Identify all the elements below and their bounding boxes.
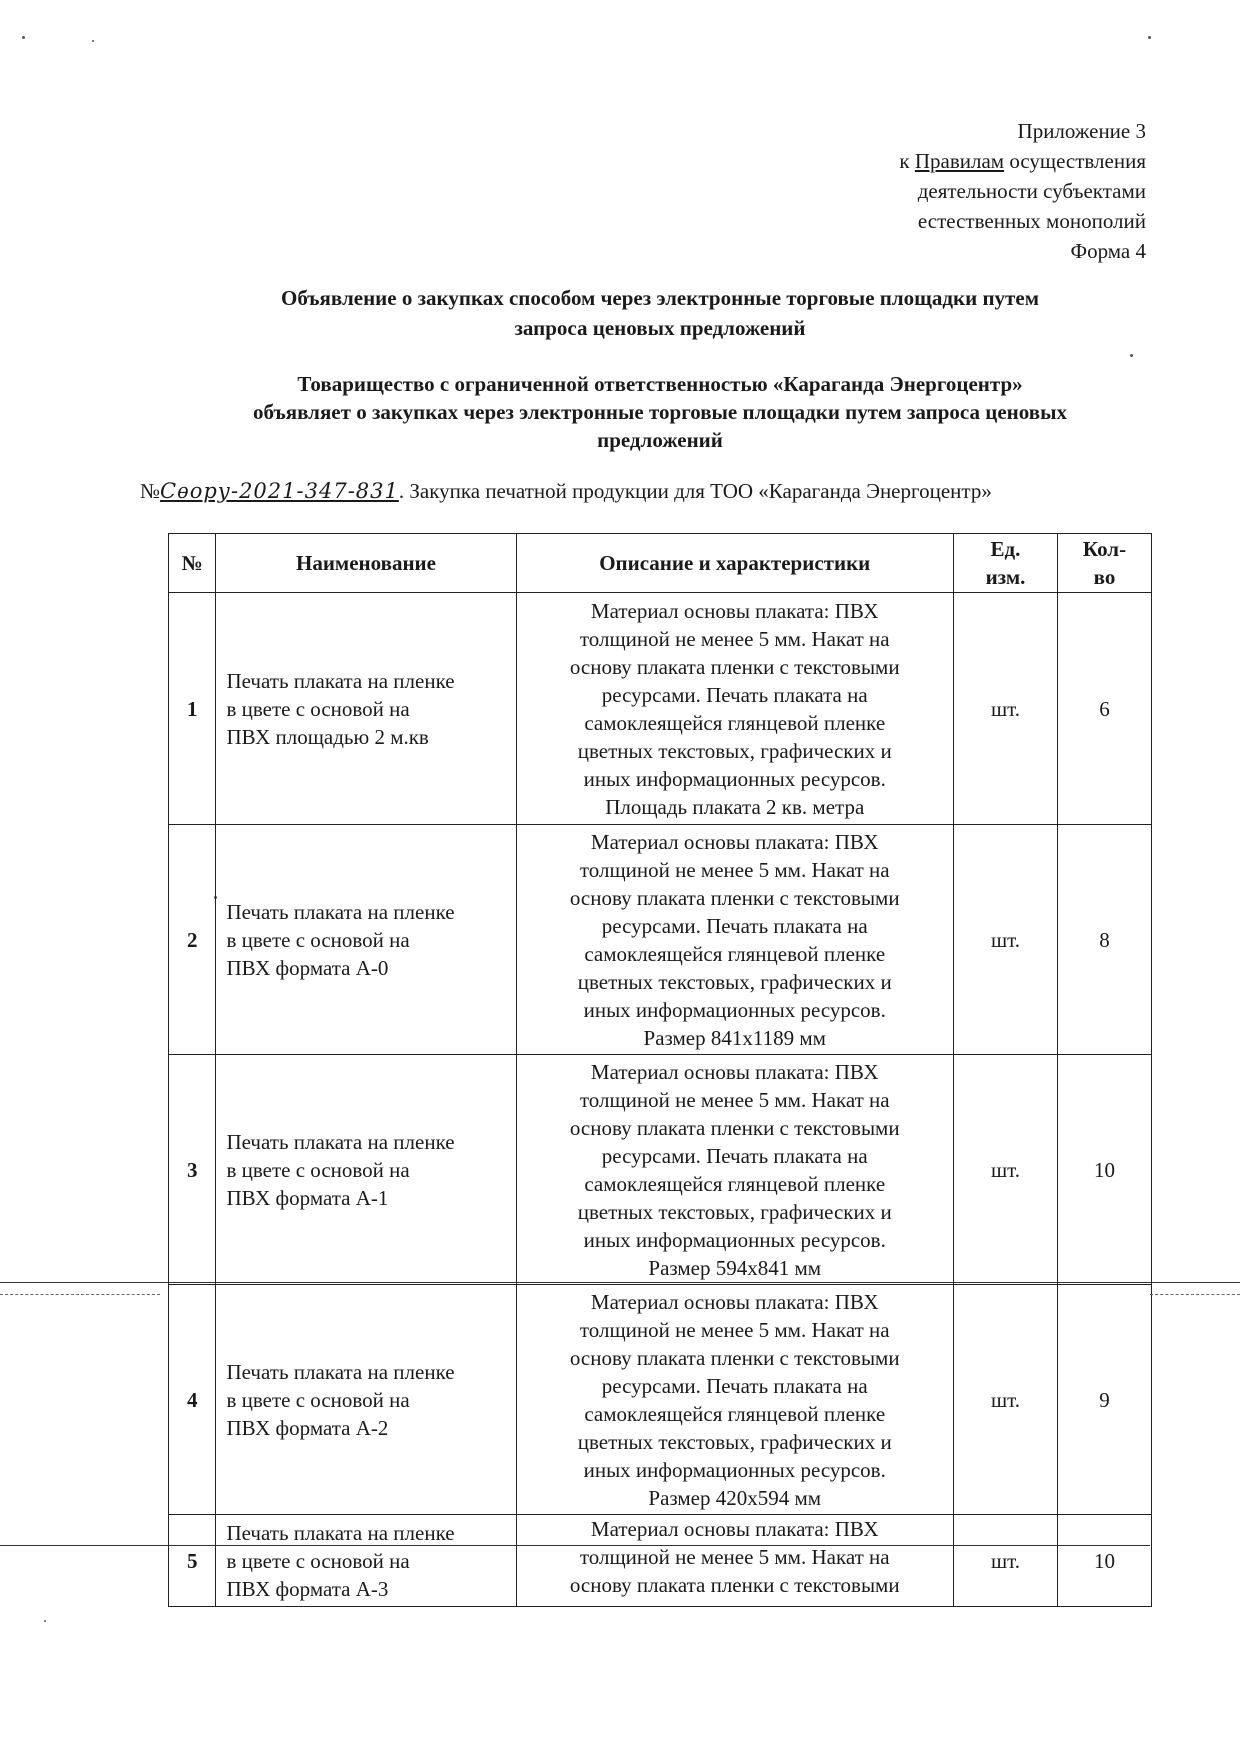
number-sign: №	[140, 479, 161, 503]
title-line: Объявление о закупках способом через электронные торговые площадки путем	[281, 286, 1039, 310]
item-description-line: Площадь плаката 2 кв. метра	[605, 794, 865, 819]
item-description-line: Размер 841х1189 мм	[643, 1025, 826, 1050]
item-description-line: ресурсами. Печать плаката на	[601, 1373, 868, 1398]
table-row	[169, 1055, 1152, 1285]
col-header-desc: Описание и характеристики	[516, 534, 953, 593]
item-description-line: самоклеящейся глянцевой пленке	[584, 941, 886, 966]
title-line: запроса ценовых предложений	[514, 316, 806, 340]
organizer-line: предложений	[597, 428, 723, 452]
quantity: 10	[1058, 1055, 1152, 1285]
item-description-line: Материал основы плаката: ПВХ	[590, 1289, 879, 1314]
item-description-line: самоклеящейся глянцевой пленке	[584, 710, 886, 735]
items-table	[168, 533, 1152, 1607]
unit-of-measure: шт.	[953, 1055, 1057, 1285]
scan-speck	[1130, 354, 1133, 357]
row-number: 1	[169, 593, 216, 825]
appendix-line	[899, 146, 1146, 176]
item-name	[216, 593, 516, 825]
item-description-line: основу плаката пленки с текстовыми	[569, 1345, 900, 1370]
item-description-line: толщиной не менее 5 мм. Накат на	[579, 626, 890, 651]
unit-header-line: изм.	[985, 565, 1026, 589]
item-description-line: толщиной не менее 5 мм. Накат на	[579, 1545, 890, 1569]
scan-speck	[22, 36, 25, 39]
item-name-line: в цвете с основой на	[226, 1548, 410, 1573]
unit-of-measure: шт.	[953, 825, 1057, 1055]
item-name-line: ПВХ формата А-2	[226, 1415, 389, 1440]
unit-of-measure: шт.	[953, 1285, 1057, 1515]
col-header-num: №	[169, 534, 216, 593]
qty-header-line: во	[1093, 565, 1116, 589]
item-description-line: Материал основы плаката: ПВХ	[590, 1517, 879, 1541]
item-name-line: в цвете с основой на	[226, 696, 410, 721]
item-description-line: Размер 594х841 мм	[648, 1255, 822, 1280]
item-description-line: иных информационных ресурсов.	[583, 1227, 886, 1252]
item-name-line: в цвете с основой на	[226, 927, 410, 952]
scan-speck	[1148, 36, 1151, 39]
item-description-line: Материал основы плаката: ПВХ	[590, 1059, 879, 1084]
col-header-name: Наименование	[216, 534, 516, 593]
row-number: 2	[169, 825, 216, 1055]
qty-header-line: Кол-	[1082, 537, 1127, 561]
item-name-line: ПВХ площадью 2 м.кв	[226, 724, 429, 749]
row-number: 4	[169, 1285, 216, 1515]
quantity: 9	[1058, 1285, 1152, 1515]
item-description-line: основу плаката пленки с текстовыми	[569, 1573, 900, 1597]
item-description-line: самоклеящейся глянцевой пленке	[584, 1401, 886, 1426]
table-row	[169, 1285, 1152, 1515]
item-description-line: основу плаката пленки с текстовыми	[569, 1115, 900, 1140]
item-description	[516, 1285, 953, 1515]
item-name-line: ПВХ формата А-0	[226, 955, 389, 980]
item-description	[516, 593, 953, 825]
announcement-title	[180, 283, 1140, 343]
item-description-line: толщиной не менее 5 мм. Накат на	[579, 1317, 890, 1342]
item-description-line: цветных текстовых, графических и	[577, 1429, 892, 1454]
organizer-heading	[170, 370, 1150, 454]
appendix-suffix: осуществления	[1004, 149, 1146, 173]
appendix-line: естественных монополий	[917, 209, 1146, 233]
item-description-line: Размер 420х594 мм	[648, 1485, 822, 1510]
row-number: 5	[169, 1515, 216, 1607]
item-description	[516, 1515, 953, 1607]
item-description-line: ресурсами. Печать плаката на	[601, 1143, 868, 1168]
lot-description: . Закупка печатной продукции для ТОО «Караганда Энергоцентр»	[398, 479, 992, 503]
item-description-line: иных информационных ресурсов.	[583, 1457, 886, 1482]
scan-line	[0, 1545, 1150, 1546]
item-description-line: основу плаката пленки с текстовыми	[569, 654, 900, 679]
appendix-prefix: к	[899, 149, 915, 173]
item-description-line: толщиной не менее 5 мм. Накат на	[579, 857, 890, 882]
quantity: 10	[1058, 1515, 1152, 1607]
item-description-line: Материал основы плаката: ПВХ	[590, 829, 879, 854]
item-name-line: Печать плаката на пленке	[226, 1520, 455, 1545]
item-description-line: иных информационных ресурсов.	[583, 766, 886, 791]
appendix-line: деятельности субъектами	[917, 179, 1146, 203]
table-row	[169, 1515, 1152, 1607]
quantity: 6	[1058, 593, 1152, 825]
scan-dashed-line	[1150, 1294, 1240, 1295]
item-name	[216, 1285, 516, 1515]
unit-of-measure: шт.	[953, 1515, 1057, 1607]
table-row	[169, 825, 1152, 1055]
col-header-unit	[953, 534, 1057, 593]
appendix-line: Приложение 3	[1017, 119, 1146, 143]
item-description-line: цветных текстовых, графических и	[577, 1199, 892, 1224]
item-name-line: Печать плаката на пленке	[226, 1129, 455, 1154]
item-name-line: ПВХ формата А-1	[226, 1185, 389, 1210]
scan-line	[0, 1282, 1240, 1283]
item-name-line: Печать плаката на пленке	[226, 1359, 455, 1384]
organizer-line: объявляет о закупках через электронные торговые площадки путем запроса ценовых	[253, 400, 1067, 424]
lot-line	[140, 476, 1140, 506]
item-name-line: в цвете с основой на	[226, 1157, 410, 1182]
item-name-line: Печать плаката на пленке	[226, 668, 455, 693]
item-description-line: самоклеящейся глянцевой пленке	[584, 1171, 886, 1196]
organizer-line: Товарищество с ограниченной ответственностью «Караганда Энергоцентр»	[297, 372, 1023, 396]
unit-of-measure: шт.	[953, 593, 1057, 825]
item-name	[216, 825, 516, 1055]
item-description-line: иных информационных ресурсов.	[583, 997, 886, 1022]
scan-speck	[44, 1620, 46, 1622]
item-description-line: Материал основы плаката: ПВХ	[590, 598, 879, 623]
handwritten-lot-number: Сѳору-2021-347-831	[160, 479, 399, 503]
table-row	[169, 593, 1152, 825]
item-description-line: цветных текстовых, графических и	[577, 738, 892, 763]
row-number: 3	[169, 1055, 216, 1285]
scan-dashed-line	[0, 1294, 160, 1295]
appendix-block	[899, 116, 1146, 266]
unit-header-line: Ед.	[990, 537, 1021, 561]
scan-speck	[92, 40, 94, 42]
form-number: Форма 4	[1070, 239, 1146, 263]
item-name-line: в цвете с основой на	[226, 1387, 410, 1412]
item-description	[516, 825, 953, 1055]
table-header-row	[169, 534, 1152, 593]
item-name-line: Печать плаката на пленке	[226, 899, 455, 924]
quantity: 8	[1058, 825, 1152, 1055]
item-description-line: толщиной не менее 5 мм. Накат на	[579, 1087, 890, 1112]
item-description-line: ресурсами. Печать плаката на	[601, 913, 868, 938]
item-description-line: основу плаката пленки с текстовыми	[569, 885, 900, 910]
item-description-line: ресурсами. Печать плаката на	[601, 682, 868, 707]
item-name	[216, 1055, 516, 1285]
rules-link[interactable]: Правилам	[914, 149, 1005, 173]
item-description	[516, 1055, 953, 1285]
item-name	[216, 1515, 516, 1607]
item-name-line: ПВХ формата А-3	[226, 1576, 389, 1601]
col-header-qty	[1058, 534, 1152, 593]
item-description-line: цветных текстовых, графических и	[577, 969, 892, 994]
